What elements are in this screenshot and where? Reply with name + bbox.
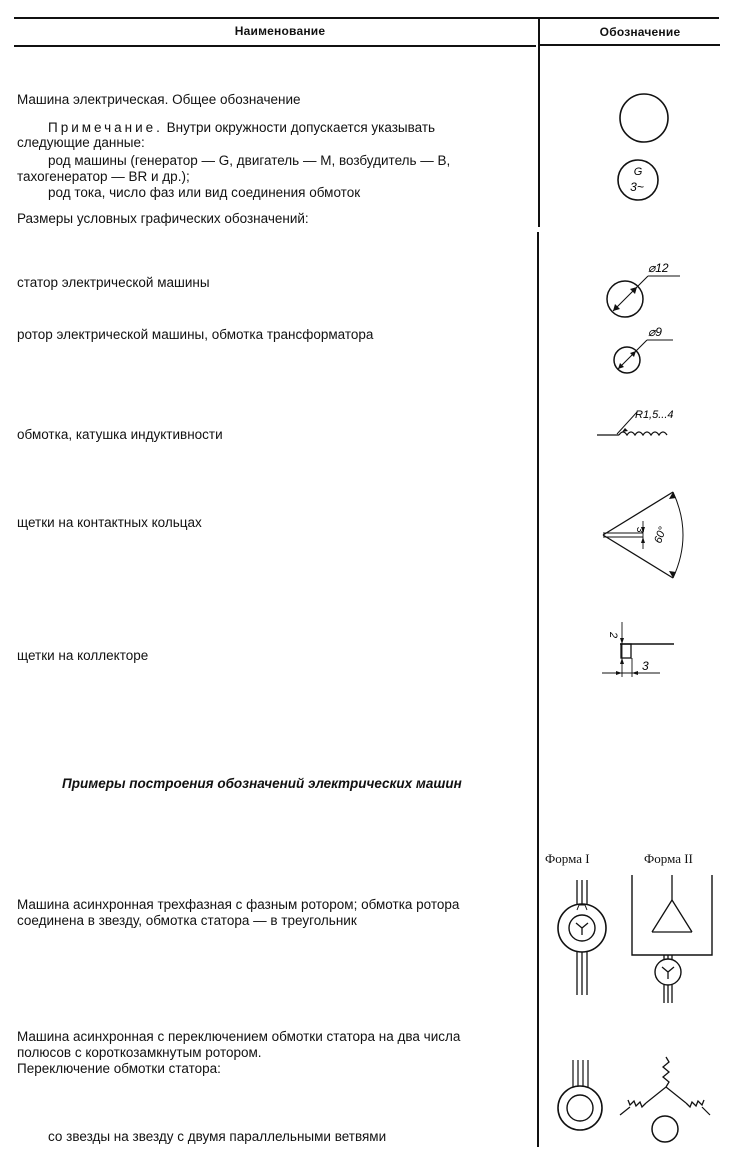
rotor-dimension-symbol — [607, 322, 687, 382]
winding-dimension-symbol — [595, 404, 695, 454]
winding-dim-label: R1,5...4 — [635, 409, 674, 421]
note-line-3: род машины (генератор — G, двигатель — M, возбудитель — B, — [48, 153, 451, 168]
note-line-2: следующие данные: — [17, 135, 145, 150]
brush-width-label: 3 — [634, 527, 645, 533]
async-switch-form2-symbol — [618, 1055, 718, 1145]
row-async-switch-2: полюсов с короткозамкнутым ротором. — [17, 1045, 262, 1060]
row-machine-general: Машина электрическая. Общее обозначение — [17, 92, 301, 107]
brush-angle-label: 60° — [652, 525, 670, 546]
machine-general-symbol — [614, 88, 674, 148]
note-line-4: тахогенератор — BR и др.); — [17, 169, 190, 184]
row-star-to-star: со звезды на звезду с двумя параллельными ветвями — [48, 1129, 387, 1144]
form-2-label: Форма II — [644, 851, 693, 866]
phase-text: 3~ — [630, 180, 644, 194]
sizes-heading: Размеры условных графических обозначений: — [17, 211, 309, 226]
note-line-5: род тока, число фаз или вид соединения обмоток — [48, 185, 361, 200]
examples-heading: Примеры построения обозначений электрических машин — [62, 776, 462, 791]
column-header-name: Наименование — [234, 24, 326, 38]
brushes-commutator-symbol — [600, 622, 690, 692]
row-async-switch-1: Машина асинхронная с переключением обмотки статора на два числа — [17, 1029, 461, 1044]
comm-width-label: 3 — [642, 659, 649, 673]
brushes-rings-symbol — [597, 487, 687, 587]
form-1-label: Форма I — [545, 851, 590, 866]
stator-dim-label: ⌀12 — [648, 261, 669, 275]
note-line-1-rest: Внутри окружности допускается указывать — [162, 120, 436, 135]
top-rule — [14, 17, 719, 19]
stator-dimension-symbol — [600, 254, 690, 324]
machine-generator-symbol — [613, 155, 673, 215]
column-divider-lower — [537, 232, 539, 1147]
generator-letter: G — [633, 166, 643, 178]
comm-height-label: 2 — [607, 632, 619, 639]
header-underline-right — [540, 44, 720, 46]
note-line-1 — [48, 120, 435, 136]
column-divider-upper — [538, 17, 540, 227]
row-rotor: ротор электрической машины, обмотка трансформатора — [17, 327, 374, 342]
row-stator: статор электрической машины — [17, 275, 210, 290]
row-async-switch-3: Переключение обмотки статора: — [17, 1061, 221, 1076]
async-switch-form1-symbol — [553, 1060, 613, 1140]
note-lead: Примечание. — [48, 120, 163, 135]
async-phase-rotor-form1-symbol — [555, 880, 615, 1000]
column-header-symbol: Обозначение — [599, 25, 681, 39]
row-brushes-rings: щетки на контактных кольцах — [17, 515, 202, 530]
row-async-phase-rotor-1: Машина асинхронная трехфазная с фазным ротором; обмотка ротора — [17, 897, 460, 912]
async-phase-rotor-form2-symbol — [628, 875, 718, 1005]
rotor-dim-label: ⌀9 — [648, 325, 662, 339]
row-brushes-commutator: щетки на коллекторе — [17, 648, 149, 663]
row-async-phase-rotor-2: соединена в звезду, обмотка статора — в треугольник — [17, 913, 357, 928]
row-winding: обмотка, катушка индуктивности — [17, 427, 223, 442]
header-underline-left — [14, 45, 536, 47]
